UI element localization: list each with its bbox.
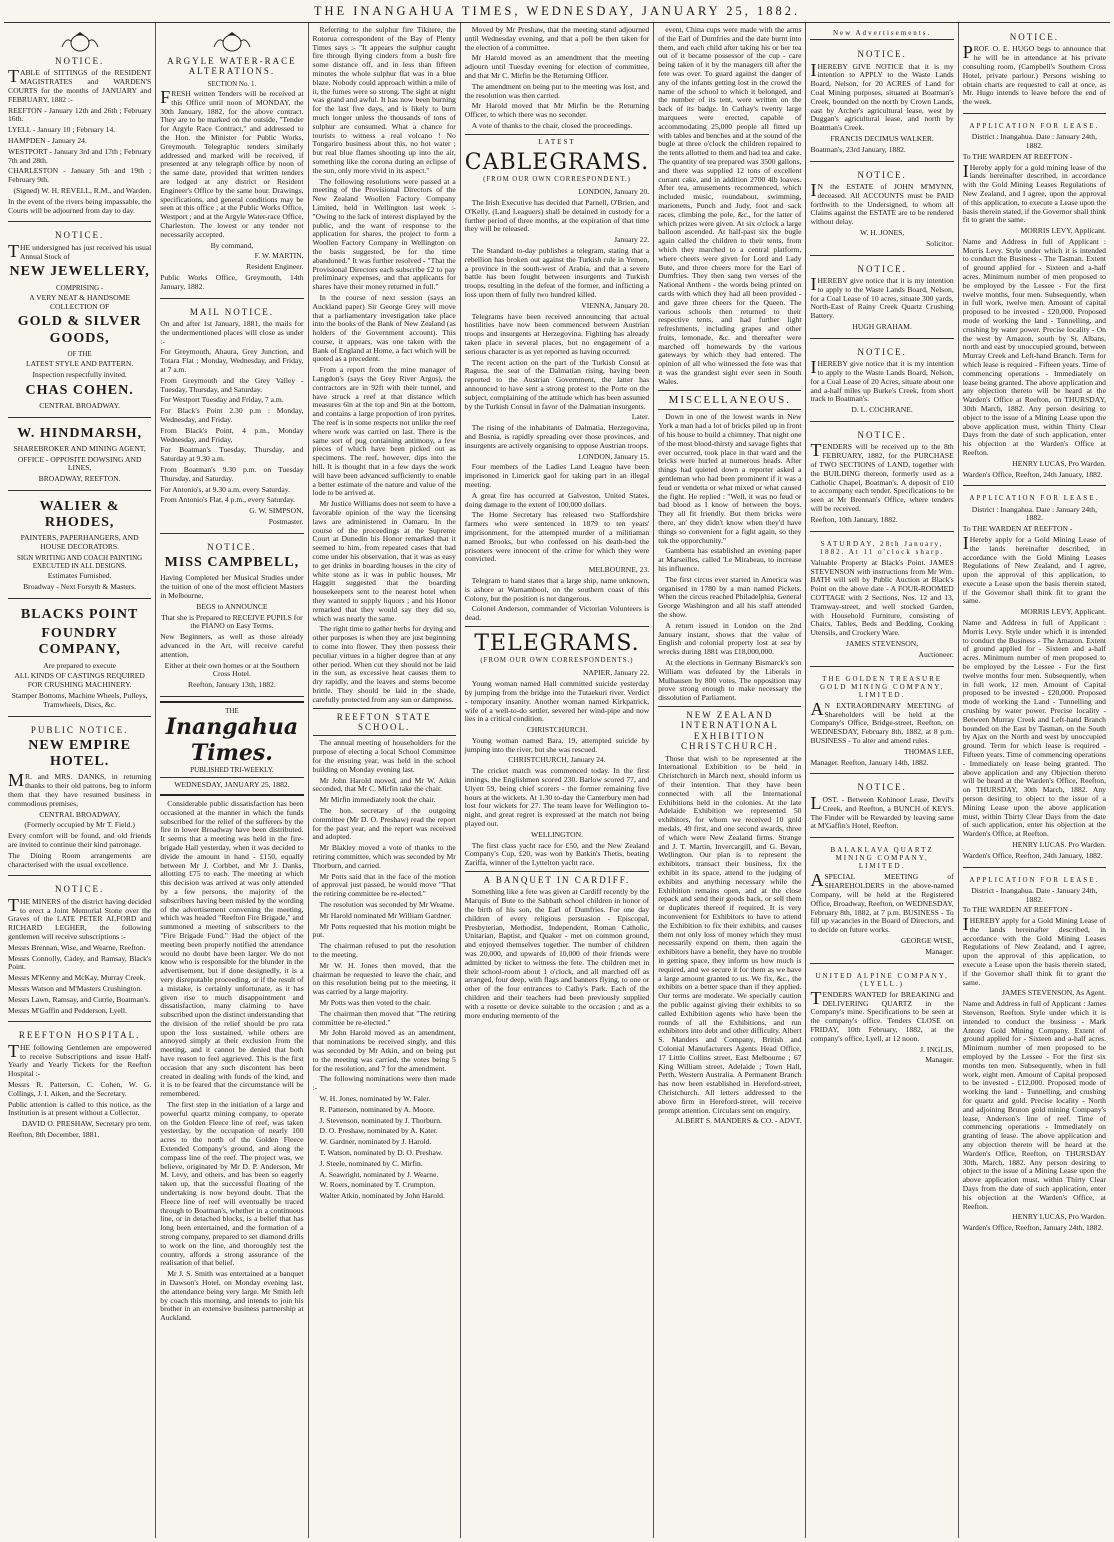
- school-paragraph: Mr W. H. Jones then moved, that the chairman be requested to leave the chair, and on this resolution being put to the meeting, it was carried by a large majority.: [312, 960, 456, 997]
- school-paragraph: J. Steele, nominated by C. Mirfin.: [319, 1158, 423, 1168]
- cable-dateline: VIENNA, January 20.: [581, 300, 650, 310]
- column-4: [461, 23, 654, 1538]
- section-byline: (FROM OUR OWN CORRESPONDENT.): [483, 176, 631, 184]
- ad-head: MAIL NOTICE.: [189, 306, 274, 317]
- ad-body: THE following Gentlemen are empowered to receive Subscriptions and issue Half-Yearly and Yearly Tickets for the Reefton Hospital :-: [8, 1040, 152, 1079]
- news-paragraph: In the course of next session (says an Auckland paper) Sir George Grey will move that a parliamentary investigation take place into the books of the Bank of New Zealand (as holders of the Government account). This course, it appears, was one taken with the Bank of England at Home, a fact which will be quoted as a precedent.: [312, 292, 456, 364]
- telegram-paragraph: The first class yacht race for £50, and the New Zealand Company's Cup, £20, was won by Batkin's Thetis, beating Zariffa, winner of the Lyttelton yacht race.: [464, 840, 650, 868]
- news-paragraph: A vote of thanks to the chair, closed the proceedings.: [471, 120, 633, 130]
- misc-paragraph: The first circus ever started in America was organised in 1780 by a man named Pickets. When the circus reached Philadelphia, General George Washington and all his staff attended the show.: [658, 574, 802, 619]
- flag-date: WEDNESDAY, JANUARY 25, 1882.: [174, 780, 290, 790]
- ad-head: NOTICE.: [55, 884, 105, 895]
- ad-body: ASPECIAL MEETING of SHAREHOLDERS in the above-named Company, will be held at the Registered Office, Broadway, Reefton, on WEDNESDAY, February 8th, 1882, at 7 p.m. BUSINESS - To fill up vacancies in the Board of Directors, and to decide on future works.: [810, 870, 954, 935]
- ad-line: District - Inangahua. Date - January 24th, 1882.: [971, 885, 1098, 904]
- telegram-paragraph: Young woman named Bara, 19, attempted suicide by jumping into the river, but she was rescued.: [464, 735, 650, 754]
- ad-line: For Boatman's Tuesday, Thursday, and Saturday at 9.30 a.m.: [160, 445, 304, 464]
- telegram-dateline: CHRISTCHURCH.: [526, 725, 588, 735]
- school-paragraph: Mr Harold nominated Mr William Gardner.: [319, 910, 452, 920]
- ad-date: Manager. Reefton, January 14th, 1882.: [810, 757, 929, 767]
- ad-notice: [810, 424, 953, 532]
- ad-line: PAINTERS, PAPERHANGERS, AND HOUSE DECORATORS.: [20, 533, 139, 552]
- ad-head: NOTICE.: [857, 782, 907, 793]
- ad-foot: In the event of the rivers being impassable, the Courts will be adjourned from day to day.: [8, 196, 152, 215]
- ad-body: AN EXTRAORDINARY MEETING of Shareholders will be held at the Company's Office, Bridge-street, Reefton, on WEDNESDAY, February 8th, 1882, at 8 p.m. BUSINESS - To alter and amend rules.: [810, 698, 954, 746]
- ad-signature: MORRIS LEVY, Applicant.: [1020, 226, 1106, 236]
- flag-published: PUBLISHED TRI-WEEKLY.: [190, 766, 274, 775]
- ad-line: LYELL - January 10 ; February 14.: [8, 125, 116, 135]
- ad-line: Messrs R. Patterson, C. Cohen, W. G. Collings, J. I. Aiken, and the Secretary.: [8, 1080, 152, 1098]
- ad-head: APPLICATION FOR LEASE.: [969, 875, 1100, 884]
- school-paragraph: W. Gardner, nominated by J. Harold.: [319, 1137, 432, 1147]
- ad-signature: HENRY LUCAS, Pro Warden.: [1012, 458, 1106, 468]
- ad-signature: MORRIS LEVY, Applicant.: [1020, 607, 1106, 617]
- ad-date: Warden's Office, Reefton, 24th January, 1882.: [962, 850, 1103, 860]
- ad-body: IHEREBY give notice that it is my intention to apply to the Waste Lands Board, Nelson, for a Coal Lease of 20 Acres, situate about one and a-half miles up Burke's Creek, from short track to Boatman's.: [810, 357, 954, 404]
- ad-body: Valuable Property at Black's Point. JAMES STEVENSON with instructions from Mr Wm. BATH will sell by Public Auction at Black's Point on the above date - A FOUR-ROOMED COTTAGE with 2 Sections, Nos. 12 and 13, Tramway-street, and well stocked Garden, with Household Furniture, consisting of Chairs, Tables, Beds and Bedding, Cooking Utensils, and Crockery Ware.: [810, 557, 954, 638]
- school-paragraph: R. Patterson, nominated by A. Moore.: [319, 1104, 435, 1114]
- ad-title: NEW JEWELLERY,: [9, 264, 150, 280]
- section-head-cablegrams: CABLEGRAMS.: [464, 149, 650, 175]
- ad-signature: JAMES STEVENSON,: [846, 638, 919, 648]
- ad-head: NOTICE.: [857, 263, 907, 274]
- editorial-paragraph: Considerable public dissatisfaction has been occasioned at the manner in which the funds subscribed for the relief of the sufferers by the fire in lower Broadway have been distributed. It seems that a meeting was held in the fire-brigade Hall yesterday, when it was decided to divide the amount in hand - £150, equally between Mr J. Corbbet, and Mr J. Danks, allotting £75 to each. The meeting at which this decision was arrived at was only attended by a few persons, the majority of the subscribers having been misled by the wording of the advertisement convening the meeting, which was headed "Reefton Fire Brigade," and summoned a meeting of subscribers to the "Fire Brigade Fund." Had the object of the meeting been properly notified the attendance would no doubt have been larger. We do not know who is responsible for the blunder in the advertisement, but if done designedly, it is a very disreputable proceeding, or if the result of a mistake, is certainly unfortunate, as it has given rise to much disappointment and dissatisfaction, many claiming to have subscribed upon the distinct understanding that the division of the relief should be pro rata upon the loss sustained, while others are annoyed simply at their exclusion from the meeting, and it cannot be denied that both have reason to feel aggrieved. This is the first occasion that any such discontent has been created in dealing with funds of the kind, and it is to be feared that the circumstance will be remembered.: [160, 798, 304, 1099]
- column-1: [4, 23, 156, 1538]
- telegram-dateline: WELLINGTON.: [531, 829, 583, 839]
- ad-line: Stamper Bottoms, Machine Wheels, Pulleys, Tramwheels, Discs, &c.: [11, 690, 148, 709]
- ad-signature: GEORGE WISE,: [900, 936, 954, 945]
- ad-argyle-water-race: [160, 26, 303, 299]
- ad-line: COMPRISING -: [56, 283, 104, 292]
- school-paragraph: Mr Mirfin immediately took the chair.: [319, 795, 436, 805]
- telegram-dateline: CHRISTCHURCH, January 24.: [508, 755, 606, 765]
- cable-paragraph: The Standard to-day publishes a telegram, stating that a rebellion has broken out against the Turkish rule in Yemen, a province in the south-west of Arabia, and that a severe battle has been fought between insurgents and Turkish troops, resulting in the defeat of the former, and inflicting a loss upon them of fully two hundred killed.: [464, 246, 650, 300]
- section-head-telegrams: TELEGRAMS.: [474, 630, 640, 656]
- school-paragraph: J. Stevenson, nominated by J. Thorburn.: [319, 1115, 442, 1125]
- ad-memorial: [8, 878, 151, 1022]
- ad-signature: HUGH GRAHAM.: [852, 321, 912, 331]
- ad-name: WALIER & RHODES,: [39, 498, 120, 531]
- ad-notice: [810, 258, 953, 339]
- cable-dateline: Later.: [631, 412, 650, 422]
- news-paragraph: Mr Justice Williams does not seem to have a favorable opinion of the way the licensing laws are administered in Oamaru. In the course of the proceedings at the Supreme Court at Dunedin his Honor remarked that it seemed to him, from repeated cases that had come under his observation, that it was as easy to get drinks in boarding houses in the city of white stone as it was in public houses, Mr Haggitt suggested that the boarding housekeepers sent to the nearest hotel when they wanted to supply liquors ; and his Honor remarked that they would say they did so, which was nearly the same.: [312, 499, 456, 623]
- ad-head: UNITED ALPINE COMPANY, (LYELL.): [815, 971, 949, 988]
- ad-line: (Formerly occupied by Mr T. Field.): [24, 820, 135, 830]
- exhibition-paragraph: Those that wish to be represented at the International Exhibition to be held in Christchurch in March next, should inform us of their intention. That they have been connected with all the International Exhibitions held in the colonies. At the late Adelaide Exhibition we represented 50 exhibitors, for whom we received 10 gold medals, 49 first, and one second awards, three of which were New Zealand firms. Strange and J. T. Martin, Invercargill, and G. Bevan, Wellington. Our plan is to represent the exhibitors, transact their business, fix the exhibit in its space, attend to the judging of exhibits and anything necessary while the Exhibition remains open, and at the close repack and send their goods back, or sell them or duplicates thereof if required. It is very inconvenient for Exhibitors to have to attend the Exhibition to fix their exhibits, and causes them not only loss of money which they must necessarily expend on them, then again the exhibitors have a benefit, they have no trouble in getting space, they inform us how much is required, and we secure it for them as we have a large amount granted to us. We fix, &c., the exhibits on a better space than if they applied. Our terms are moderate. We specially caution the public against giving their exhibits to so called Exhibition agents who have been the rounds of all the Exhibitions, and run exhibitors into debt and other difficulty. Albert S. Manders and Company, British and Colonial Manufacturers Agents Head Office, 17 Little Collins street, East Melbourne ; 67 King William street, Adelaide ; Town Hall, Perth, Western Australia. A Permanent Branch has now been established in Hereford-street, Christchurch. All letters addressed to the above firm in Hereford-street, will receive prompt attention. Circulars sent on enquiry.: [658, 753, 802, 1115]
- school-paragraph: Walter Atkin, nominated by John Harold.: [319, 1191, 445, 1201]
- ad-court-sittings: [8, 26, 151, 222]
- news-paragraph: Referring to the sulphur fire Tikitere, the Rotorua correspondent of the Bay of Plenty Times says :- "It appears the sulphur caught fire through flying cinders from a bush fire some distance off, and in less than fifteen minutes the whole sulphur flat was in a blue blaze. Nobody could approach within a mile of it, the fumes were so strong. The sight at night was grand and awful. It has now been burning for the last five days, and is likely to burn much longer unless the thousands of tons of sulphur are consumed. What a chance for tourists to witness a real volcano ! No Tongariro business about this, no hot water ; but real blue flames shooting up into the air, something like the corona during an eclipse of the sun, only more vivid in its aspect.": [312, 25, 456, 175]
- ad-line: Are prepared to execute: [43, 660, 116, 670]
- ad-body: IHEREBY give notice that it is my intention to apply to the Waste Lands Board, Nelson, for a Coal Lease of 10 acres, situate 300 yards, North-East of Rainy Creek Quartz Crushing Battery.: [810, 273, 954, 321]
- section-byline: (FROM OUR OWN CORRESPONDENTS.): [480, 657, 634, 665]
- ad-head: NOTICE.: [55, 230, 105, 241]
- misc-paragraph: At the elections in Germany Bismarck's son William was defeated by the Liberals in Mulhausen by 800 votes. The opposition may prove strong enough to make necessary the dissolution of Parliament.: [658, 657, 802, 703]
- ad-line: From Antonio's Flat, 4 p.m., every Saturday.: [160, 495, 296, 505]
- school-paragraph: The hon. secretary of the outgoing committee (Mr D. O. Preshaw) read the report for the past year, and the report was received and adopted.: [312, 806, 456, 842]
- ad-date: Reefton, 8th December, 1881.: [8, 1130, 100, 1140]
- ad-line: BEGS to ANNOUNCE: [196, 601, 268, 611]
- ad-name: FOUNDRY COMPANY,: [38, 626, 121, 658]
- ad-name: NEW EMPIRE HOTEL.: [28, 737, 131, 770]
- ad-line: TABLE of SITTINGS of the RESIDENT MAGISTRATES and WARDEN'S COURTS for the months of JANUARY and FEBRUARY, 1882 :-: [8, 66, 152, 104]
- cable-dateline: January 22.: [614, 235, 650, 245]
- ad-tenders: [810, 966, 953, 1072]
- ad-line: To THE WARDEN AT REEFTON -: [962, 905, 1073, 915]
- school-paragraph: Mr John Harold moved as an amendment, that nominations be received singly, and this was seconded by Mr Atkin, and on being put to the meeting was carried, the votes being 5 for the resolution, and 7 for the amendment.: [312, 1028, 456, 1073]
- telegram-paragraph: Young woman named Hall committed suicide yesterday by jumping from the bridge into the Tutaekuri river. Verdict - temporary insanity. Another woman named Kirkpatrick, wife of a well-to-do settler, severed her wind-pipe and now lies in a critical condition.: [464, 679, 650, 724]
- ad-signature: FRANCIS DECIMUS WALKER.: [830, 133, 934, 143]
- telegram-dateline: NAPIER, January 22.: [582, 668, 650, 678]
- exhibition-signature: ALBERT S. MANDERS & CO. - ADVT.: [674, 1116, 802, 1126]
- ad-line: District : Inangahua. Date : January 24th, 1882.: [971, 132, 1097, 150]
- school-paragraph: A. Seawright, nominated by J. Wearne.: [319, 1169, 439, 1179]
- ad-head: APPLICATION FOR LEASE.: [969, 494, 1100, 503]
- ad-line: From Black's Point, 4 p.m., Monday Wednesday, and Friday,: [160, 425, 304, 444]
- ad-date: Manager.: [925, 1055, 954, 1065]
- ad-address: BROADWAY, REEFTON.: [38, 474, 121, 484]
- school-paragraph: D. O. Preshaw, nominated by A. Kater.: [319, 1126, 438, 1136]
- column-3: [309, 23, 461, 1538]
- ad-signature: J. INGLIS,: [920, 1044, 954, 1054]
- ad-head: NOTICE.: [857, 169, 907, 180]
- section-head-school: REEFTON STATE SCHOOL.: [336, 711, 432, 732]
- ad-foundry: [8, 601, 151, 717]
- ad-line: For Antonio's, at 9.30 a.m. every Saturday.: [160, 484, 291, 494]
- cable-paragraph: Telegram to hand states that a large ship, name unknown, is ashore at Warnambool, on the southern coast of this Colony, but the position is not dangerous.: [464, 575, 650, 603]
- school-paragraph: W. H. Jones, nominated by W. Faler.: [319, 1093, 431, 1103]
- ad-signature: JAMES STEVENSON, As Agent.: [1001, 988, 1106, 998]
- ad-line: HAMPDEN - January 24.: [8, 136, 87, 146]
- cable-dateline: LONDON, January 20.: [578, 187, 650, 197]
- ad-body: TENDERS will be received up to the 8th FEBRUARY, 1882, for the PURCHASE of TWO SECTIONS of LAND, together with the BUILDING thereon, formerly used as a Catholic Chapel, Boatman's. A deposit of £10 to accompany each tender. Specifications to be seen at Mr Brennan's Office, where tenders will be received.: [810, 440, 954, 513]
- ad-line: Messrs M'Gaffin and Pedderson, Lyell.: [8, 1005, 127, 1015]
- ad-body: PROF. O. E. HUGO begs to announce that he will be in attendance at his private consulting room, (Campbell's Southern Cross Hotel, private parlour.) Persons wishing to obtain charts are requested to call at once, as Mr. Hugo intends to leave before the end of the week.: [962, 42, 1106, 107]
- ad-line: Messrs M'Kenny and McKay, Murray Creek.: [8, 973, 146, 983]
- ad-signature: F. W. MARTIN,: [254, 251, 304, 261]
- section-head-banquet: A BANQUET IN CARDIFF.: [483, 875, 631, 886]
- ad-head: NOTICE.: [1009, 32, 1059, 42]
- ad-head: NOTICE.: [857, 346, 907, 357]
- cable-paragraph: The recent action on the part of the Turkish Consul at Ragusa, the seat of the Dalmatian rising, having been reported to the Austrian Government, the latter has announced to have sent a strong protest to the Porte on the subject, complaining of the attitude which has been assumed by the Turkish Consul in favor of the Dalmatian insurgents.: [464, 357, 650, 411]
- ad-name: BLACKS POINT: [20, 606, 139, 622]
- news-paragraph: From a report from the mine manager of Langdon's (says the Grey River Argus), the contractors are in 92ft with their tunnel, and have struck a reef at that distance which measures 6in at the top and 9in at the bottom, and contains a large proportion of iron pyrites. The reef is in some respects not unlike the reef where work was carried on last. There is the same sort of pug containing antimony, a few pieces of which have been picked out as specimens. The reef, however, dips into the hill. It is thought that in a few days the work will have been advanced sufficiently to enable a better estimate of the nature and value of the lode to be arrived at.: [312, 365, 456, 498]
- ad-signature: (Signed) W. H. REVELL, R.M., and Warden.: [13, 186, 152, 195]
- ad-body: IHereby apply for a gold mining lease of the lands hereinafter described, in accordance with the Gold Mining Leases Regulations of New Zealand, and I agree, upon the approval of this application, to execute a Lease upon the basis therein stated, if the Governor shall think fit to grant the same.: [962, 160, 1106, 225]
- ad-line: From Boatman's 9.30 p.m. on Tuesday Thursday, and Saturday.: [160, 464, 304, 483]
- ad-miss-campbell: [160, 536, 303, 697]
- banquet-paragraph: Something like a fete was given at Cardiff recently by the Marquis of Bute to the Sabbath school children in honor of the birth of his son, the Earl of Dumfries. For one day children of every religious persuasion - Episcopal, Presbyterian, Methodist, Independent, Roman Catholic, Unitarian, Baptist, and Quaker - met on common ground, and enjoyed themselves together. The number of children was 20,000, and upwards of 10,000 of their friends were admitted by ticket to witness the fete. The children met in their school-room about 1 o'clock, and all marched off as arranged, four deep, with flags and banners flying, to one or other of the four entrances to Cathy's Park. Each of the children and their teachers had been previously supplied with a rosette or device suitable to the occasion ; and as a more enduring memento of the: [464, 887, 650, 1020]
- school-paragraph: Mr Potts requested that his motion might be put.: [312, 921, 456, 940]
- ad-lost-keys: [810, 776, 953, 838]
- news-paragraph: The following resolutions were passed at a meeting of the Provisional Directors of the New Zealand Woollen Factory Company Limited, held in Wellington last week :- "Owing to the lack of interest displayed by the public, and the want of response to the application for shares, the project to form a Woollen Factory Company in Wellington on the basis suggested, be for the time abandoned." It was further resolved - "That the Provisional Directors each subscribe £2 to pay preliminary expenses, and that applicants for shares have their money returned in full.": [312, 176, 456, 292]
- royal-crest-icon: [202, 31, 262, 53]
- ad-line: CHARLESTON - January 5th and 19th ; February 9th.: [8, 166, 152, 185]
- ad-line: On and after 1st January, 1881, the mails for the undermentioned places will close as under :-: [160, 318, 304, 346]
- flag-the: THE: [225, 706, 239, 715]
- cable-paragraph: Four members of the Ladies Land League have been imprisoned in Limerick gaol for taking part in an illegal meeting.: [464, 462, 650, 489]
- ad-date: Reefton, January 13th, 1882.: [188, 680, 276, 690]
- ad-hugo-notice: [963, 26, 1106, 114]
- ad-head: BALAKLAVA QUARTZ MINING COMPANY, LIMITED.: [830, 846, 934, 871]
- ad-body: FRESH written Tenders will be received at this Office until noon of MONDAY, the 30th January, 1882, for the above contract. They are to be marked on the outside, "Tender for Argyle Race Contract," and addressed to the Hon. the Minister for Public Works, Greymouth. Telegraphic tenders similarly addressed and marked will be received, if presented at any telegraph office by noon of the same date, provided that written tenders are lodged at any district or Resident Engineer's Office by the same hour. Drawings, specifications, and general conditions may be seen at this office ; at the Public Works Office, Westport ; and at the Argyle Water-race Office, Charleston. The lowest or any tender not necessarily accepted.: [160, 86, 304, 239]
- ad-mail-notice: [160, 301, 303, 534]
- ad-details: Name and Address in full of Applicant : Morris Levy. Style under which it is intended to conduct the Business - The Tasman. Extent of ground applied for - Sixteen and a-half acres. Minimum number of men proposed to be employed by the Lessee - For the first twelve months, four men. Subsequently, when in full work, twelve men. Amount of capital proposed to be invested - £20,000. Proposed mode of working the land - Tunnelling, and crushing by water power. Precise locality - On the west by Amazon, south by St. Albans, north and east by unoccupied ground, between Murray Creek and Left-hand Branch. Term for which lease is required - Fifteen years. Time of commencing operations - Immediately on lease being granted. The above application and any objection thereto will be heard at the Warden's Office at Reefton, on THURSDAY, 30th March, 1882. Any person desiring to object to the issue of a Mining Lease upon the above application must, within Thirty Clear Days from the date of such application, enter his objection at the Warden's Office at Reefton.: [962, 236, 1106, 458]
- cable-paragraph: A great fire has occurred at Galveston, United States, doing damage to the extent of 100,000 dollars.: [464, 490, 650, 509]
- ad-details: Name and Address in full of Applicant : James Stevenson, Reefton. Style under which it is intended to conduct the business - Mark Antony Gold Mining Company. Extent of ground applied for - Sixteen and a-half acres. Minimum number of men proposed to be employed by the Lessee - For the first six months ten men. Subsequently, when in full work, eight men. Amount of Capital proposed to be invested - £12,000. Proposed mode of working the land - Tunnelling, and crushing for quartz and gold. Precise locality - North and adjoining Bruton gold mining Company's lease, Anderson's line of reef. Time of commencing operations - Immediately on granting of lease. The above application and any objection thereto will be heard at the Warden's Office, Reefton, on THURSDAY 30th, March, 1882. Any person desiring to object to the issue of a Mining Lease upon the above application must, within Thirty Clear Days from the date of such application, enter his objection at the Warden's Office, at Reefton.: [962, 999, 1106, 1211]
- ad-date: Warden's Office, Reefton, January 24th, 1882.: [962, 1223, 1104, 1233]
- ad-line: SIGN WRITING AND COACH PAINTING EXECUTED IN ALL DESIGNS.: [17, 554, 143, 571]
- ad-empire-hotel: [8, 719, 151, 877]
- ad-name: W. HINDMARSH,: [17, 425, 143, 441]
- ad-signature: HENRY LUCAS. Pro Warden.: [1012, 840, 1106, 849]
- editorial-paragraph: The first step in the initiation of a large and powerful quartz mining company, to operate on the Golden Fleece line of reef, was taken yesterday, by the occupation of nearly 100 acres to the north of the Golden Fleece Extended Company's ground, and along the compass line of the reef. The project was, we believe, originated by Mr D. P. Anderson, Mr M. Levy, and others, and has been so eagerly taken up, that the successful floating of the undertaking is now beyond doubt. That the Fleece line of reef will eventually be traced through to Boatman's, whether in a continuous line, or in detached blocks, is a belief that has long been entertained, and the formation of a strong company, prepared to set diamond drills to work on the line, and thoroughly test the country, affords a strong assurance of the realisation of that belief.: [160, 1100, 304, 1268]
- cable-paragraph: Telegrams have been received announcing that actual hostilities have now been commenced between Austrian troops and insurgents at Herzegovina. Fighting has already taken place in several places, but no engagement of a serious character is as yet reported as having occurred.: [464, 311, 650, 356]
- ad-body: THE MINERS of the district having decided to erect a Joint Memorial Stone over the Graves of the LATE PETER ALFORD and RICHARD LEGHER, the following gentlemen will receive subscriptions :-: [8, 894, 152, 942]
- ad-company-meeting: [810, 669, 953, 775]
- flag-title: Inangahua Times.: [165, 714, 299, 766]
- ad-line: Public attention is called to this notice, as the Institution is at present without a Collector.: [8, 1099, 152, 1118]
- ad-signature: HENRY LUCAS, Pro Warden.: [1012, 1212, 1106, 1222]
- ad-jewellery: [8, 224, 151, 417]
- ad-role: Postmaster.: [268, 516, 304, 526]
- ad-head: NOTICE.: [207, 541, 257, 552]
- ad-signature: THOMAS LEE,: [903, 746, 954, 756]
- column-7: [959, 23, 1110, 1538]
- ad-date: Reefton, 10th January, 1882.: [810, 514, 898, 524]
- news-paragraph: The right time to gather herbs for drying and other purposes is when they are just beginning to come into flower. They then possess their peculiar virtues in a higher degree than at any other period. When cut they should not be laid in the sun, as excessive heat causes them to dry rapidly, and the leaves and stems become brittle. They should be laid in the shade, carefully protected from any sun or dampness.: [312, 624, 456, 704]
- ad-line: Messrs Connolly, Cadey, and Ramsay, Black's Point.: [8, 953, 152, 972]
- ad-address: Broadway - Next Forsyth & Masters.: [23, 582, 137, 592]
- telegram-paragraph: The cricket match was commenced today. In the first innings, the Englishmen scored 230. Barlow scored 77, and Ulyett 59, being chief scorers - the former remaining five hours at the wickets. At 1.30 to-day the Canterbury men had lost four wickets for 27. The team leave for Wellington to-night, and great regret is expressed at the match not being played out.: [464, 766, 650, 829]
- ad-date: Boatman's, 23rd January, 1882.: [810, 144, 906, 154]
- school-paragraph: Mr John Harold moved, and Mr W. Atkin seconded, that Mr C. Mirfin take the chair.: [312, 775, 456, 794]
- cable-dateline: LONDON, January 15.: [578, 451, 650, 461]
- ad-line: New Beginners, as well as those already advanced in the Art, will receive careful attention,: [160, 632, 304, 659]
- ad-line: Inspection respectfully invited.: [32, 369, 127, 379]
- school-paragraph: Mr Potts said that in the face of the motion of approval just passed, he would move "That the retiring committee be re-elected.": [312, 871, 456, 899]
- column-6: [806, 23, 958, 1538]
- ad-auction: [810, 534, 953, 667]
- page-masthead: THE INANGAHUA TIMES, WEDNESDAY, JANUARY 25, 1882.: [313, 4, 801, 18]
- ad-line: Messrs Watson and M'Masters Crushington.: [8, 984, 143, 994]
- ad-notice: [810, 164, 953, 256]
- ad-signature: W. H. JONES,: [859, 227, 905, 237]
- columns: [4, 22, 1110, 1538]
- ad-body: IHEREBY apply for a Gold Mining Lease of the lands hereinafter described, in accordance with the Gold Mining Leases Regulations of New Zealand, and I agree, upon the approval of this application, to execute a Lease upon the basis therein stated, if the Governor shall think fit to grant the same.: [962, 914, 1106, 987]
- ad-line: A VERY NEAT & HANDSOME COLLECTION OF: [29, 292, 130, 311]
- ad-head: SATURDAY, 28th January, 1882. At 11 o'clock sharp.: [819, 539, 945, 556]
- news-paragraph: Mr Harold moved that Mr Mirfin be the Returning Officer, to which there was no seconder.: [464, 101, 650, 120]
- ad-signature: G. W. SIMPSON,: [249, 506, 304, 516]
- section-head-exhibition: NEW ZEALAND INTERNATIONAL EXHIBITION CHRISTCHURCH.: [680, 709, 779, 752]
- ad-head: REEFTON HOSPITAL.: [18, 1030, 141, 1041]
- cable-dateline: MELBOURNE, 23.: [588, 565, 650, 575]
- ad-line: Messrs Brennan, Wise, and Wearne, Reefton.: [8, 942, 146, 952]
- ad-signature: D. L. COCHRANE.: [851, 405, 913, 415]
- cable-paragraph: The Home Secretary has released two Staffordshire farmers who were sentenced in 1879 to ten years' imprisonment, for the attempted murder of a militiaman named Brooks, but who confessed on his death-bed the prisoners were innocent of the crime for which they were convicted.: [464, 510, 650, 564]
- school-paragraph: The following nominations were then made :-: [312, 1074, 456, 1093]
- ad-line: OF THE: [67, 349, 92, 358]
- ad-section: SECTION No. 1.: [207, 79, 257, 88]
- ad-line: To THE WARDEN AT REEFTON -: [962, 524, 1073, 534]
- ad-lease-application: [963, 488, 1106, 867]
- ad-lease-application: [963, 870, 1106, 1239]
- section-kicker: LATEST: [538, 137, 576, 146]
- newspaper-flag: [160, 701, 303, 796]
- school-paragraph: T. Watson, nominated by D. O. Preshaw.: [319, 1147, 443, 1157]
- ad-date: Manager.: [925, 946, 954, 956]
- banquet-paragraph: event, China cups were made with the arms of the Earl of Dumfries and the date burnt into them, and each child after taking his or her tea out of it became possessor of the cup - care being taken of it by the managers till after the fete was over. To guard against the danger of any of the infants getting lost in the crowd the name of the school to which it belonged, and the number of its tent, were written on the back of its badge. In Cathay's twenty large marquees were erected, capable of accommodating 25,000 people all fitted up with tables and benches and at the sound of the bugle at three o'clock the children repaired to the tents allotted to them and had tea and cake. The quantity of tea prepared was 3500 gallons, and there was supplied 12 tons of excellent currant cake, and in addition 2700 4lb loaves. After tea, amusements recommenced, which included music, roundabout, swimming, marionetts, Punch and Judy, foot and sack races, climbing the pole, &c., for the latter of which prizes were given. At six o'clock a large balloon ascended. At half-past six the bugle again called the children to their tents, from which they marched to a central platform, where cheers were given for Lord and Lady Bute, and three cheers more for the Earl of Dumfries. They then sang two verses of the National Anthem - the words being printed on cards with which they had all been provided - and gave three cheers for the Queen. The various schools then returned to their respective tents, and had further light refreshments, including grapes and other fruits, lemonade, &c. and thereafter were marched off homewards by the various gateways by which they had entered. The opinion of all who witnessed the fete was that it was the grandest sight ever seen in South Wales.: [658, 25, 802, 386]
- ad-hospital: [8, 1024, 151, 1145]
- news-paragraph: The amendment on being put to the meeting was lost, and the resolution was then carried.: [464, 81, 650, 100]
- ad-body: Having Completed her Musical Studies under the tuition of one of the most efficient Masters in Melbourne,: [160, 573, 304, 600]
- ad-body: IHEREBY GIVE NOTICE that it is my intention to APPLY to the Waste Lands Board, Nelson, for 20 ACRES of Land for Coal Mining purposes, situated at Boatman's Creek, bounded on the north by Crown Lands, east by Archer's agricultural lease, west by Duggan's agricultural lease, and north by Boatman's Creek.: [810, 59, 954, 133]
- ad-date: Auctioneer.: [918, 649, 954, 659]
- ad-hindmarsh: [8, 420, 151, 491]
- cable-paragraph: The rising of the inhabitants of Dalmatia, Herzegovina, and Bosnia, is rapidly spreading over those provinces, and insurgents are actively organising to oppose Austrian troops.: [464, 423, 650, 450]
- cable-paragraph: Colonel Anderson, commander of Victorian Volunteers is dead.: [464, 604, 650, 623]
- ad-date: Public Works Office, Greymouth, 14th January, 1882.: [160, 272, 304, 291]
- ad-signature: DAVID O. PRESHAW, Secretary pro tem.: [21, 1119, 152, 1129]
- news-paragraph: Mr Harold moved as an amendment that the meeting adjourn until Tuesday evening for election of committee, and that Mr C. Mirfin be the Returning Officer.: [464, 53, 650, 80]
- ad-line: SHAREBROKER AND MINING AGENT,: [13, 443, 146, 453]
- ad-name: CHAS COHEN.: [25, 382, 134, 398]
- ad-line: REEFTON - January 12th and 26th ; February 16th.: [8, 105, 152, 124]
- ad-head: APPLICATION FOR LEASE.: [969, 122, 1100, 131]
- ad-head: NOTICE.: [55, 56, 105, 66]
- ad-line: From Greymouth and the Grey Valley - Tuesday, Thursday, and Saturday.: [160, 375, 304, 394]
- ad-line: WESTPORT - January 3rd and 17th ; February 7th and 28th.: [8, 146, 152, 165]
- school-paragraph: W. Roers, nominated by T. Crumpton.: [319, 1180, 436, 1190]
- school-paragraph: The chairman refused to put the resolution to the meeting.: [312, 941, 456, 959]
- ad-date: Warden's Office, Reefton, 24th January, 1882.: [962, 469, 1103, 479]
- ad-head: ARGYLE WATER-RACE ALTERATIONS.: [167, 56, 297, 77]
- ad-line: To THE WARDEN AT REEFTON -: [962, 151, 1073, 161]
- ad-line: District : Inangahua. Date : January 24th, 1882.: [971, 504, 1097, 523]
- ad-address: CENTRAL BROADWAY.: [39, 400, 120, 410]
- section-head-new-ads: New Advertisements.: [810, 29, 953, 40]
- editorial-paragraph: Mr J. S. Smith was entertained at a banquet in Dawson's Hotel, on Monday evening last, the attendance being very large. Mr Smith left by coach this morning, and intends to join his brother in an extensive business partnership at Auckland.: [160, 1269, 304, 1323]
- ad-body: IN the ESTATE of JOHN M'MYNN, deceased. All ACCOUNTS must be PAID forthwith to the Undersigned, to whom all Claims against the ESTATE are to be rendered without delay.: [810, 179, 954, 227]
- ad-notice: [810, 341, 953, 422]
- ad-lease-application: [963, 116, 1106, 486]
- ad-head: THE GOLDEN TREASURE GOLD MINING COMPANY, LIMITED.: [819, 674, 945, 699]
- ad-line: OFFICE - OPPOSITE DOWSING AND LINES,: [17, 454, 142, 473]
- column-2: [156, 23, 308, 1538]
- ad-line: ALL KINDS OF CASTINGS REQUIRED FOR CRUSHING MACHINERY.: [14, 671, 145, 690]
- ad-address: CENTRAL BROADWAY,: [39, 809, 120, 819]
- ad-name: MISS CAMPBELL,: [164, 555, 300, 571]
- ad-body: LOST. - Between Kohinoor Lease, Devil's Creek, and Reefton, a BUNCH of KEYS. The Finder will be Rewarded by leaving same at M'Gaffin's Hotel, Reefton.: [810, 792, 954, 831]
- ad-line: Every comfort will be found, and old friends are invited to continue their kind patronage.: [8, 831, 152, 850]
- misc-paragraph: A return issued in London on the 2nd January instant, shows that the value of English and colonial property lost at sea by wrecks during 1881 was £18,000,000.: [658, 620, 802, 657]
- ad-head: NOTICE.: [857, 49, 907, 60]
- ad-line: The Dining Room arrangements are characterised with the usual excellence.: [8, 850, 152, 869]
- ad-line: That she is Prepared to RECEIVE PUPILS for the PIANO on Easy Terms.: [161, 612, 303, 631]
- news-paragraph: Moved by Mr Preshaw, that the meeting stand adjourned until Wednesday evening, and that a poll be then taken for the election of a committee.: [464, 25, 650, 52]
- ad-line: Messrs Lawn, Ramsay, and Currie, Boatman's.: [8, 994, 150, 1004]
- ad-line: Either at their own homes or at the Southern Cross Hotel.: [164, 660, 300, 679]
- ad-body: TENDERS WANTED for BREAKING and DELIVERING QUARTZ in the Company's mine. Specifications to be seen at the company's office. Tenders CLOSE on FRIDAY, 10th February, 1882, at the company's office, Lyell, at 12 noon.: [810, 987, 954, 1043]
- ad-body: IHereby apply for a Gold Mining Lease of the lands hereinafter described, in accordance with the Gold Mining Leases Regulations of New Zealand, and I agree, upon the approval of this application, to execute a Lease upon the basis therein stated, if the Governor shall think fit to grant the same.: [962, 532, 1106, 606]
- ad-line: By command,: [210, 240, 254, 250]
- school-paragraph: The resolution was seconded by Mr Weame.: [319, 899, 455, 909]
- misc-paragraph: Gambetta has established an evening paper at Marseilles, called 'Le Mirabeau, to increase his influence.: [658, 546, 802, 573]
- school-paragraph: The chairman then moved that "The retiring committee be re-elected.": [312, 1008, 456, 1027]
- school-paragraph: The annual meeting of householders for the purpose of electing a local School Committee for the ensuing year, was held in the school building on Monday evening last.: [312, 738, 456, 774]
- school-paragraph: Mr Potts was then voted to the chair.: [319, 997, 431, 1007]
- ad-walier-rhodes: [8, 493, 151, 599]
- section-head-miscellaneous: MISCELLANEOUS.: [668, 393, 792, 406]
- ad-head: PUBLIC NOTICE.: [30, 724, 129, 735]
- ad-line: For Westport Tuesday and Friday, 7 a.m.: [160, 395, 284, 405]
- ad-role: Resident Engineer.: [246, 262, 304, 272]
- ad-head: NOTICE.: [857, 429, 907, 440]
- ad-date: Solicitor.: [926, 238, 954, 248]
- ad-title: GOLD & SILVER GOODS,: [17, 314, 142, 346]
- school-paragraph: Mr Blakley moved a vote of thanks to the retiring committee, which was seconded by Mr Thorburn, and carried.: [312, 843, 456, 870]
- column-5: [654, 23, 806, 1538]
- misc-paragraph: Down in one of the lowest wards in New York a man had a lot of bricks piled up in front of his house to build a chimney. That night one of the most blood-thirsty and savage fights that ever occurred, took place in that ward and the bricks were hurled at numerous heads. After things had quieted down a reporter asked a gentleman who had been prominent if it was a feud or vendetta or what mixed or what caused the fight. He replied : "Well, it was no feud or bad blood as I know of between the boys. They all fit friendly. But them bricks were there, an' they didn't know when they'd have things so convenient for a fight again, so they tuk the opporchunity.": [658, 412, 802, 545]
- ad-details: Name and Address in full of Applicant : Morris Levy. Style under which it is intended to conduct the Business - The Amazon. Extent of ground applied for - Sixteen and a-half acres. Minimum number of men proposed to be employed by the Lessee - For the first twelve months four men. Subsequently, when in full work, 12 men. Amount of Capital proposed to be invested - £20,000. Proposed mode of working the Land - Tunnelling and crushing by water power. Precise locality - Between Murray Creek and Left-hand Branch bounded on the East by Tasman, on the South by Ajax on the North and west by unoccupied ground. Term for which lease is required - Fifteen years. Time of commencing operations - Immediately on lease being granted. The above application and any Objection thereto will be heard at the Warden's Office, Reefton, on THURSDAY, 30th March, 1882. Any person desiring to object to the issue of a Mining Lease upon the above application must, within Thirty Clear Days from the date of such application, enter his objection at the Warden's Office, at Reefton.: [962, 618, 1106, 839]
- royal-crest-icon: [50, 31, 110, 53]
- ad-notice: [810, 43, 953, 161]
- ad-line: For Black's Point 2.30 p.m : Monday, Wednesday, and Friday.: [160, 406, 304, 424]
- ad-body: MR. and MRS. DANKS, in returning thanks to their old patrons, beg to inform them that they have resumed business in commodious premises,: [8, 770, 152, 808]
- ad-intro: THE undersigned has just received his usual Annual Stock of: [8, 240, 152, 261]
- ad-line: LATEST STYLE AND PATTERN.: [26, 358, 134, 368]
- ad-line: For Greymouth, Ahaura, Grey Junction, and Totara Flat ; Monday, Wednesday, and Friday, at 7 a.m.: [160, 347, 304, 374]
- cable-paragraph: The Irish Executive has decided that Parnell, O'Brien, and O'Kelly, (Land Leaguers) shall be detained in custody for a further period of three months, at the expiration of that time they will be released.: [464, 198, 650, 234]
- ad-company-meeting: [810, 840, 953, 964]
- ad-line: Estimates Furnished.: [47, 571, 112, 581]
